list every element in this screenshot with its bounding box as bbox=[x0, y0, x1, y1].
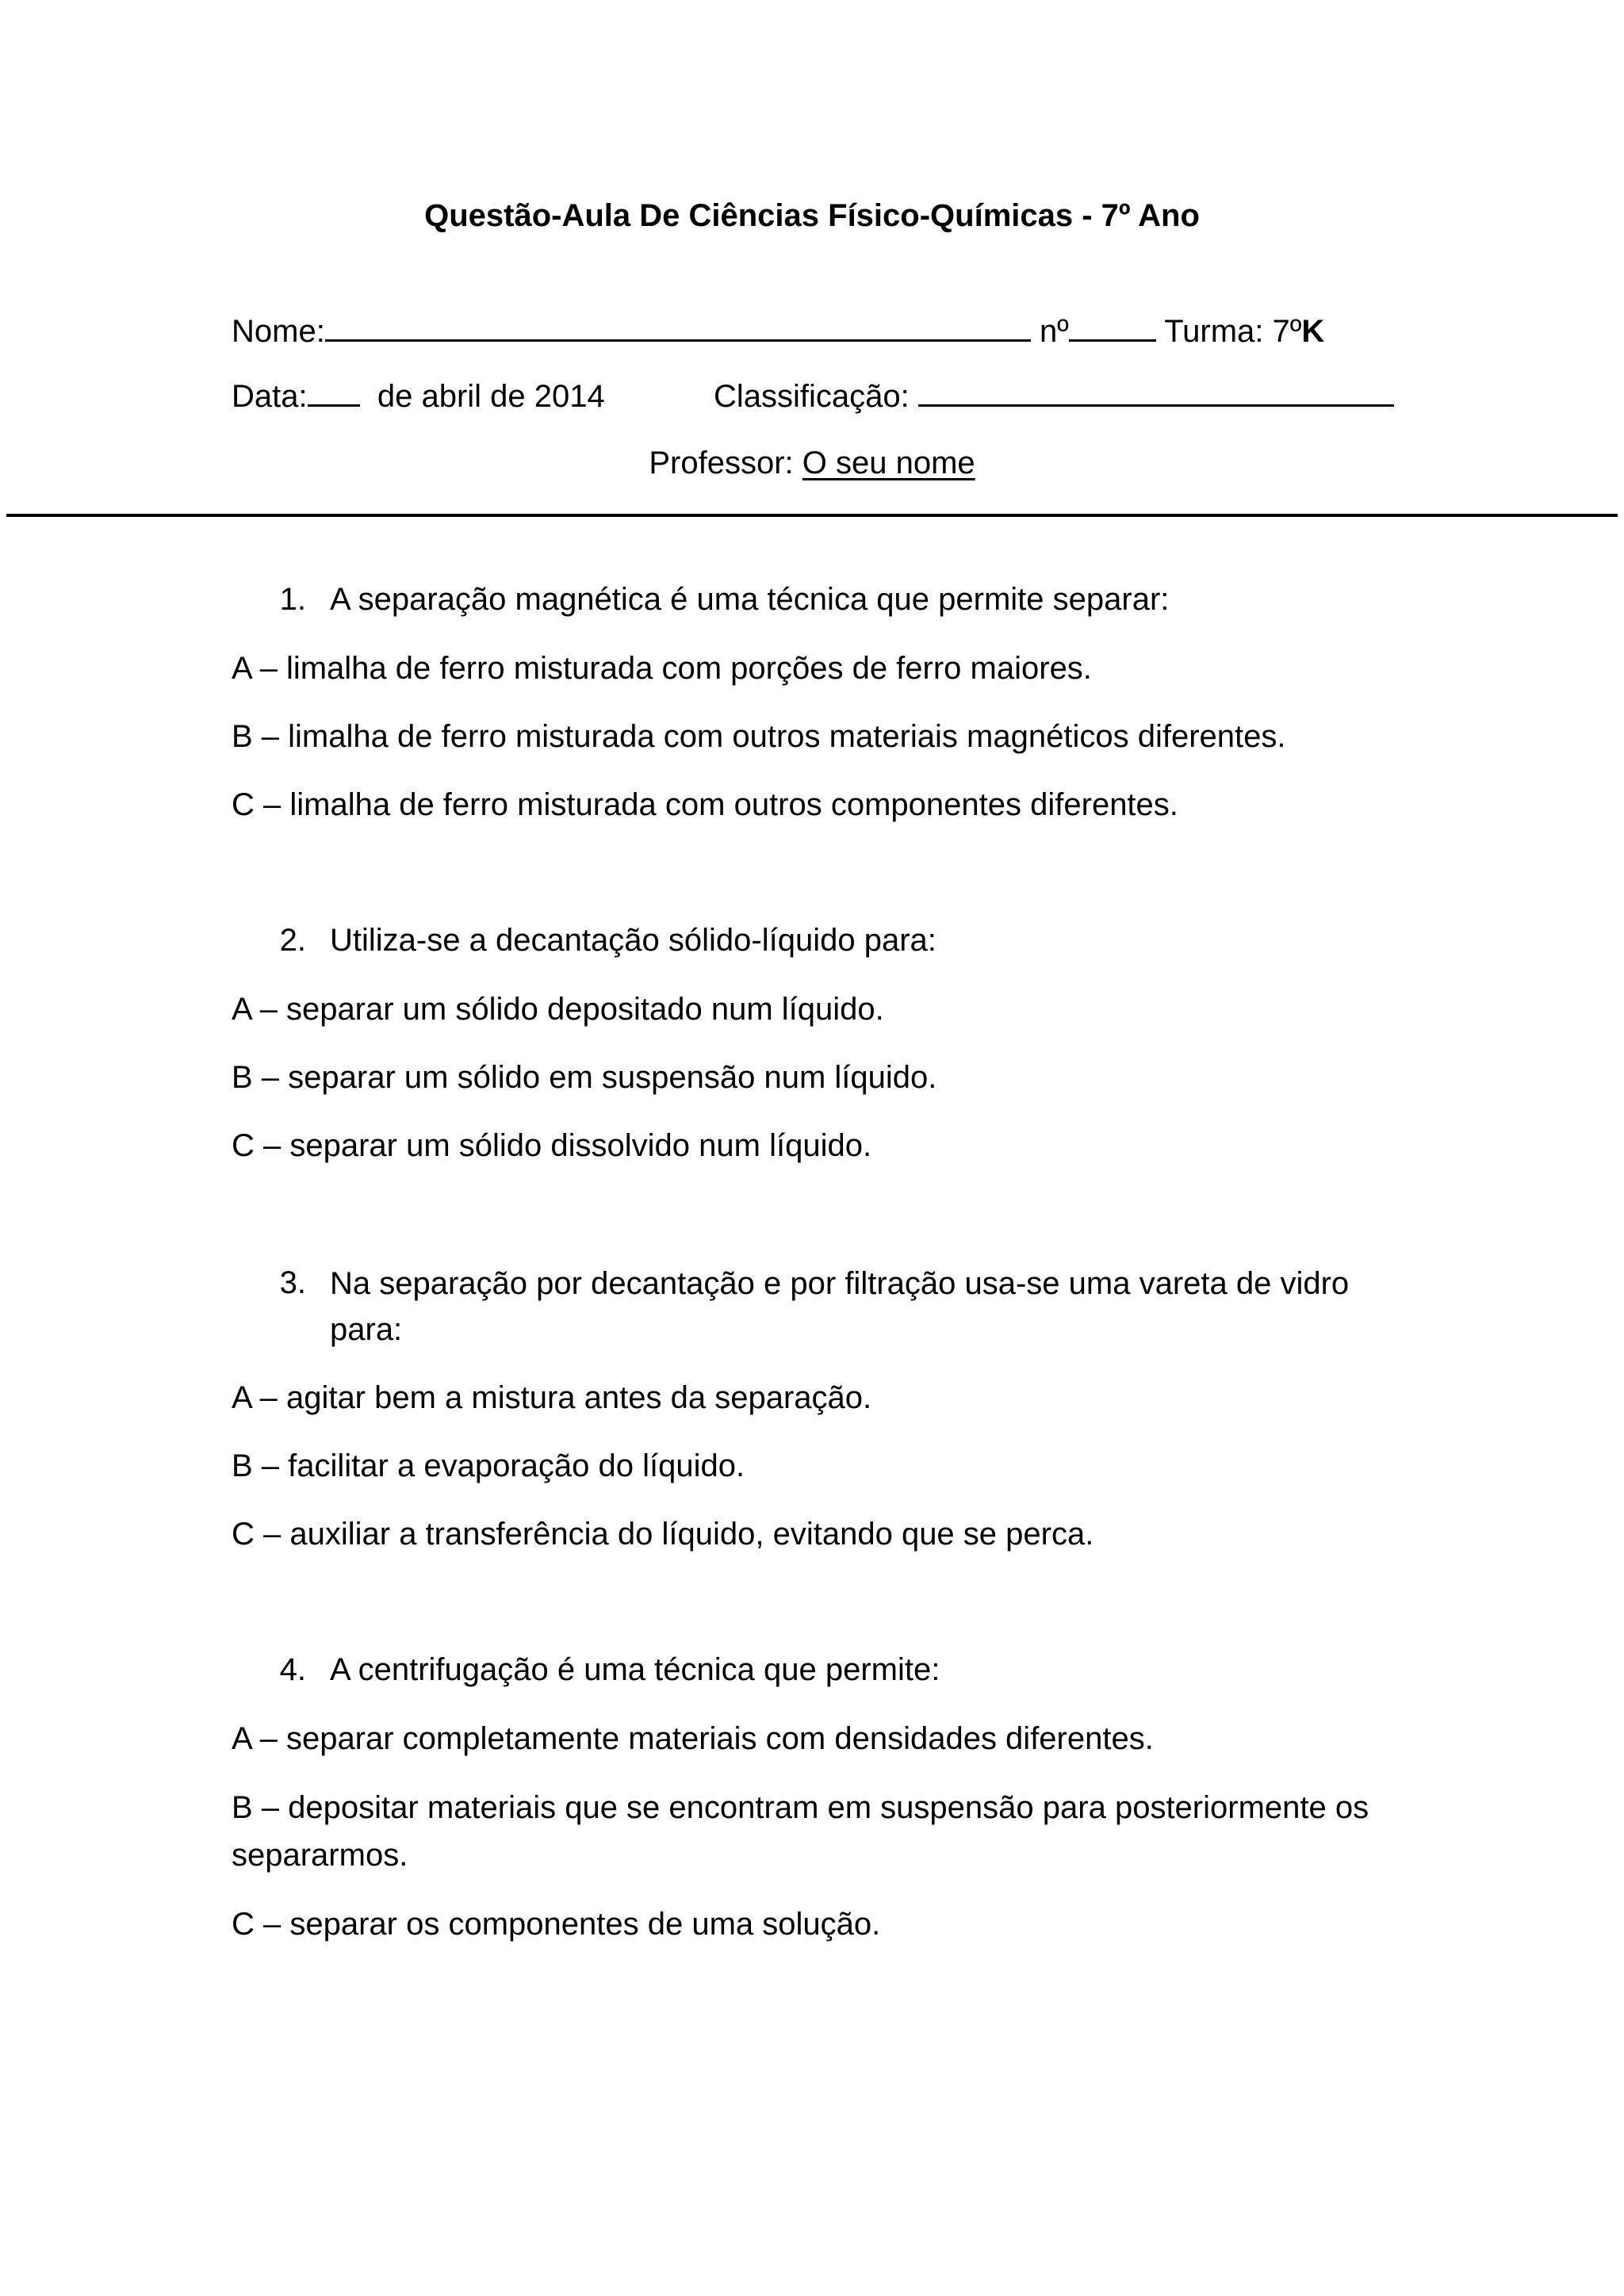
teacher-row bbox=[0, 441, 1624, 485]
header-divider bbox=[6, 514, 1618, 517]
question-2-option-c[interactable]: C – separar um sólido dissolvido num líquido. bbox=[232, 1128, 872, 1163]
date-field[interactable] bbox=[308, 373, 360, 407]
page-title: Questão-Aula De Ciências Físico-Químicas - 7º Ano bbox=[424, 198, 1200, 233]
question-4-option-c[interactable]: C – separar os componentes de uma solução. bbox=[232, 1907, 881, 1942]
teacher-label: Professor: bbox=[649, 446, 794, 480]
question-3-number: 3. bbox=[279, 1265, 306, 1300]
date-label: Data: bbox=[232, 379, 308, 414]
question-2-option-a[interactable]: A – separar um sólido depositado num líquido. bbox=[232, 992, 884, 1027]
question-3-option-b[interactable]: B – facilitar a evaporação do líquido. bbox=[232, 1448, 745, 1483]
number-field[interactable] bbox=[1069, 308, 1156, 342]
question-4-number: 4. bbox=[279, 1652, 306, 1687]
question-1-option-c[interactable]: C – limalha de ferro misturada com outros componentes diferentes. bbox=[232, 787, 1178, 822]
question-1-option-b[interactable]: B – limalha de ferro misturada com outros materiais magnéticos diferentes. bbox=[232, 719, 1286, 754]
name-row bbox=[232, 308, 1324, 354]
question-3-option-a[interactable]: A – agitar bem a mistura antes da separação. bbox=[232, 1380, 872, 1415]
number-label: nº bbox=[1039, 314, 1069, 349]
question-1-option-a[interactable]: A – limalha de ferro misturada com porções de ferro maiores. bbox=[232, 651, 1092, 686]
grade-field[interactable] bbox=[918, 373, 1394, 407]
question-3-option-c[interactable]: C – auxiliar a transferência do líquido, evitando que se perca. bbox=[232, 1517, 1094, 1552]
name-label: Nome: bbox=[232, 314, 325, 349]
question-4-text: A centrifugação é uma técnica que permite: bbox=[330, 1652, 940, 1687]
class-label: Turma: 7º bbox=[1164, 314, 1302, 349]
question-2-number: 2. bbox=[279, 923, 306, 958]
question-4-option-a[interactable]: A – separar completamente materiais com densidades diferentes. bbox=[232, 1721, 1154, 1756]
question-3-text: Na separação por decantação e por filtração usa-se uma vareta de vidro para: bbox=[330, 1266, 1350, 1347]
question-2-option-b[interactable]: B – separar um sólido em suspensão num líquido. bbox=[232, 1060, 937, 1095]
question-2-text: Utiliza-se a decantação sólido-líquido para: bbox=[330, 923, 936, 958]
grade-row bbox=[714, 373, 1394, 419]
question-4-option-b[interactable]: B – depositar materiais que se encontram em suspensão para posteriormente os separarmos. bbox=[232, 1790, 1369, 1873]
teacher-name: O seu nome bbox=[802, 446, 975, 480]
name-field[interactable] bbox=[325, 308, 1031, 342]
question-1-number: 1. bbox=[279, 582, 306, 617]
date-suffix: de abril de 2014 bbox=[377, 379, 605, 414]
question-1-text: A separação magnética é uma técnica que permite separar: bbox=[330, 582, 1170, 617]
class-value: K bbox=[1301, 314, 1325, 349]
grade-label: Classificação: bbox=[714, 379, 910, 414]
date-row bbox=[232, 373, 605, 419]
